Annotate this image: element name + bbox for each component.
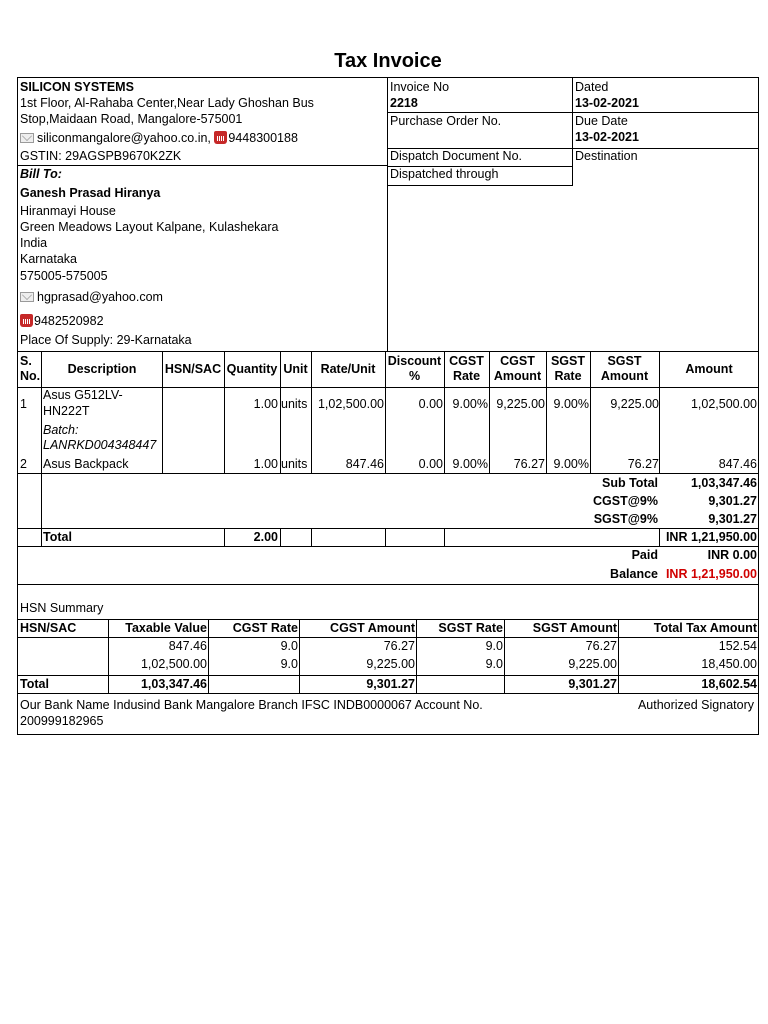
bank-details-line1: Our Bank Name Indusind Bank Mangalore Branch IFSC INDB0000067 Account No. <box>20 698 483 712</box>
email-icon <box>20 292 34 302</box>
customer-pincode: 575005-575005 <box>20 269 108 283</box>
total-label: Total <box>43 530 72 544</box>
email-icon <box>20 133 34 143</box>
paid-value: INR 0.00 <box>707 548 757 562</box>
sub-total-label: Sub Total <box>601 476 658 490</box>
batch-label: Batch: <box>43 423 79 437</box>
bill-to-label: Bill To: <box>20 167 62 181</box>
cgst-total-label: CGST@9% <box>593 494 658 508</box>
sub-total-value: 1,03,347.46 <box>690 476 757 490</box>
seller-email[interactable]: siliconmangalore@yahoo.co.in, <box>37 131 211 145</box>
row-amount: 1,02,500.00 <box>690 397 757 411</box>
dispatched-through-label: Dispatched through <box>390 167 499 181</box>
row-sno: 2 <box>20 457 27 471</box>
customer-name: Ganesh Prasad Hiranya <box>20 186 161 200</box>
invoice-no-label: Invoice No <box>390 80 450 94</box>
invoice-title: Tax Invoice <box>334 50 442 72</box>
dated-value: 13-02-2021 <box>575 96 639 110</box>
col-rate: Rate/Unit <box>320 362 376 376</box>
row-sgst-amount: 76.27 <box>627 457 659 471</box>
customer-email-row <box>20 290 163 305</box>
seller-address-line1: 1st Floor, Al-Rahaba Center,Near Lady Ghoshan Bus <box>20 96 314 110</box>
row-sno: 1 <box>20 397 27 411</box>
hsn-col-sgst-amount: SGST Amount <box>532 621 617 635</box>
invoice-no-value: 2218 <box>390 96 418 110</box>
row-cgst-amount: 76.27 <box>513 457 545 471</box>
authorized-signatory: Authorized Signatory <box>637 698 754 712</box>
cgst-total-value: 9,301.27 <box>708 494 757 508</box>
seller-contact <box>20 131 298 146</box>
col-unit: Unit <box>283 362 308 376</box>
row-cgst-rate: 9.00% <box>452 457 488 471</box>
hsn-col-cgst-amount: CGST Amount <box>330 621 415 635</box>
batch-value: LANRKD004348447 <box>43 438 157 452</box>
row-cgst-amount: 9,225.00 <box>496 397 545 411</box>
po-label: Purchase Order No. <box>390 114 502 128</box>
customer-phone[interactable]: 9482520982 <box>34 314 104 328</box>
dated-label: Dated <box>575 80 609 94</box>
row-description-cont: HN222T <box>43 404 90 418</box>
row-rate: 847.46 <box>345 457 384 471</box>
seller-name: SILICON SYSTEMS <box>20 80 134 94</box>
seller-gstin: GSTIN: 29AGSPB9670K2ZK <box>20 149 182 163</box>
row-cgst-rate: 9.00% <box>452 397 488 411</box>
hsn-summary-title: HSN Summary <box>20 601 104 615</box>
row-sgst-rate: 9.00% <box>553 397 589 411</box>
col-discount: Discount % <box>387 354 442 383</box>
col-sgst-amount: SGST Amount <box>600 354 649 383</box>
col-cgst-amount: CGST Amount <box>493 354 542 383</box>
balance-label: Balance <box>610 567 658 581</box>
balance-value: INR 1,21,950.00 <box>665 567 757 581</box>
row-discount: 0.00 <box>418 457 443 471</box>
row-rate: 1,02,500.00 <box>317 397 384 411</box>
col-cgst-rate: CGST Rate <box>449 354 484 383</box>
due-date-value: 13-02-2021 <box>575 130 639 144</box>
customer-phone-row <box>20 314 104 329</box>
due-date-label: Due Date <box>575 114 628 128</box>
customer-country: India <box>20 236 48 250</box>
customer-state: Karnataka <box>20 252 77 266</box>
row-sgst-rate: 9.00% <box>553 457 589 471</box>
row-sgst-amount: 9,225.00 <box>610 397 659 411</box>
grand-total: INR 1,21,950.00 <box>665 530 757 544</box>
phone-icon <box>214 131 227 144</box>
hsn-col-taxable: Taxable Value <box>125 621 207 635</box>
hsn-col-total-tax: Total Tax Amount <box>653 621 757 635</box>
customer-address-line1: Hiranmayi House <box>20 204 116 218</box>
row-qty: 1.00 <box>253 457 278 471</box>
bank-details-line2: 200999182965 <box>20 714 104 728</box>
seller-phone[interactable]: 9448300188 <box>228 131 298 145</box>
phone-icon <box>20 314 33 327</box>
row-unit: units <box>281 457 308 471</box>
col-amount: Amount <box>685 362 733 376</box>
row-unit: units <box>281 397 308 411</box>
paid-label: Paid <box>631 548 658 562</box>
col-sgst-rate: SGST Rate <box>550 354 586 383</box>
customer-email[interactable]: hgprasad@yahoo.com <box>37 290 163 304</box>
dispatch-doc-label: Dispatch Document No. <box>390 149 523 163</box>
row-description: Asus Backpack <box>43 457 129 471</box>
customer-address-line2: Green Meadows Layout Kalpane, Kulashekara <box>20 220 279 234</box>
col-hsn: HSN/SAC <box>164 362 222 376</box>
hsn-col-cgst-rate: CGST Rate <box>232 621 298 635</box>
row-discount: 0.00 <box>418 397 443 411</box>
sgst-total-value: 9,301.27 <box>708 512 757 526</box>
place-of-supply: Place Of Supply: 29-Karnataka <box>20 333 192 347</box>
row-description: Asus G512LV- <box>43 388 123 402</box>
destination-label: Destination <box>575 149 638 163</box>
row-qty: 1.00 <box>253 397 278 411</box>
col-quantity: Quantity <box>226 362 278 376</box>
row-amount: 847.46 <box>718 457 757 471</box>
hsn-col-sgst-rate: SGST Rate <box>438 621 503 635</box>
sgst-total-label: SGST@9% <box>593 512 658 526</box>
hsn-col-hsn: HSN/SAC <box>20 621 77 635</box>
seller-address-line2: Stop,Maidaan Road, Mangalore-575001 <box>20 112 243 126</box>
col-sno: S. No. <box>20 354 41 383</box>
col-description: Description <box>67 362 137 376</box>
total-quantity: 2.00 <box>253 530 278 544</box>
